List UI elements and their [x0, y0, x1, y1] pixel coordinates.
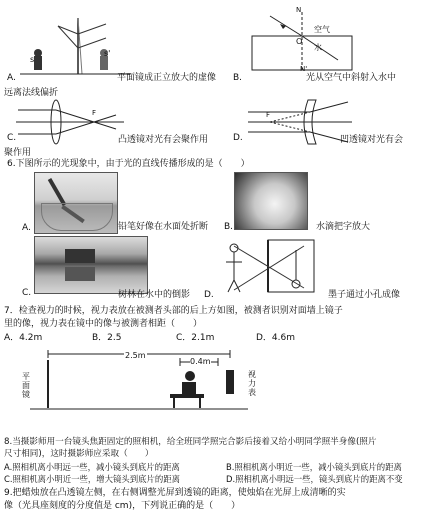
- q6-option-b-text: 水滴把字放大: [316, 222, 371, 232]
- q5-option-b-continued: 远离法线偏折: [4, 88, 59, 98]
- fig-b-n: N: [296, 6, 302, 14]
- q5-option-b-letter: B.: [233, 73, 243, 83]
- fig-b-water: 水: [314, 43, 322, 52]
- q8-option-a: A.照相机离小明远一些，减小镜头到底片的距离: [4, 462, 180, 472]
- q7-distance-0-4m: 0.4m: [190, 357, 211, 366]
- fig-b-air: 空气: [314, 25, 330, 34]
- q7-option-d: D．4.6m: [256, 333, 296, 343]
- fig-b-o: O: [296, 37, 303, 46]
- water-drop-photo: [234, 172, 308, 230]
- fig-d-focal-label: F: [266, 111, 271, 119]
- concave-lens-figure: [248, 98, 354, 146]
- reflection-photo: [34, 236, 148, 294]
- q6-option-c-text: 树林在水中的倒影: [118, 290, 191, 300]
- q8-option-c: C.照相机离小明近一些，增大镜头到底片的距离: [4, 474, 181, 484]
- q7-distance-2-5m: 2.5m: [125, 351, 146, 360]
- q9-stem-line1: 9.把蜡烛放在凸透镜左侧，在右侧调整光屏到透镜的距离，使烛焰在光屏上成清晰的实: [4, 488, 346, 498]
- q7-option-a: A．4.2m: [4, 333, 43, 343]
- q7-stem-line2: 里的像，视力表在镜中的像与被测者相距（ ）: [4, 319, 203, 329]
- q5-option-a-letter: A.: [7, 73, 16, 83]
- q7-mirror-label: 平面镜: [22, 372, 30, 399]
- q6-option-d-letter: D.: [204, 290, 214, 300]
- pinhole-camera-figure: [218, 236, 318, 296]
- q6-option-b-letter: B.: [224, 222, 234, 232]
- q7-option-b: B．2.5: [92, 333, 122, 343]
- q9-stem-line2: 像（光具座刻度的分度值是 cm)，下列说正确的是（ ）: [4, 501, 241, 511]
- q6-option-d-text: 墨子通过小孔成像: [328, 290, 401, 300]
- q5-option-c-continued: 聚作用: [4, 148, 32, 158]
- fig-a-s-label: s: [30, 55, 35, 64]
- fig-a-s-prime-label: s': [104, 49, 111, 58]
- q5-option-b-text: 光从空气中斜射入水中: [306, 73, 397, 83]
- plane-mirror-figure: [20, 18, 140, 76]
- fig-c-focal-label: F: [92, 109, 97, 117]
- q5-option-d-text: 凹透镜对光有会: [340, 135, 404, 145]
- q5-option-d-letter: D.: [233, 133, 243, 143]
- q7-option-c: C．2.1m: [176, 333, 215, 343]
- q6-option-c-letter: C.: [22, 288, 32, 298]
- q8-stem-line1: 8.当摄影师用一台镜头焦距固定的照相机，给全班同学照完合影后接着又给小明同学照半身像(照片: [4, 437, 377, 447]
- q5-option-c-letter: C.: [7, 133, 17, 143]
- q6-stem: 6.下图所示的光现象中，由于光的直线传播形成的是（ ）: [7, 159, 250, 169]
- q6-option-a-letter: A.: [22, 223, 31, 233]
- q5-option-a-text: 平面镜成正立放大的虚像: [117, 73, 217, 83]
- q6-option-a-text: 铅笔好像在水面处折断: [118, 222, 209, 232]
- q8-stem-line2: 尺寸相同)，这时摄影师应采取（ ）: [4, 449, 154, 459]
- fig-b-n-prime: N': [300, 65, 308, 73]
- pencil-in-water-photo: [34, 172, 118, 234]
- q8-option-b: B.照相机离小明近一些，减小镜头到底片的距离: [226, 462, 402, 472]
- q8-option-d: D.照相机离小明远一些，镜头到底片的距离不变: [226, 474, 403, 484]
- refraction-figure: [250, 10, 360, 72]
- q7-chart-label: 视力表: [248, 370, 256, 397]
- q5-option-c-text: 凸透镜对光有会聚作用: [118, 135, 209, 145]
- convex-lens-figure: [16, 98, 126, 146]
- q7-stem-line1: 7．检查视力的时候，视力表放在被测者头部的后上方如图，被测者识别对面墙上镜子: [4, 306, 343, 316]
